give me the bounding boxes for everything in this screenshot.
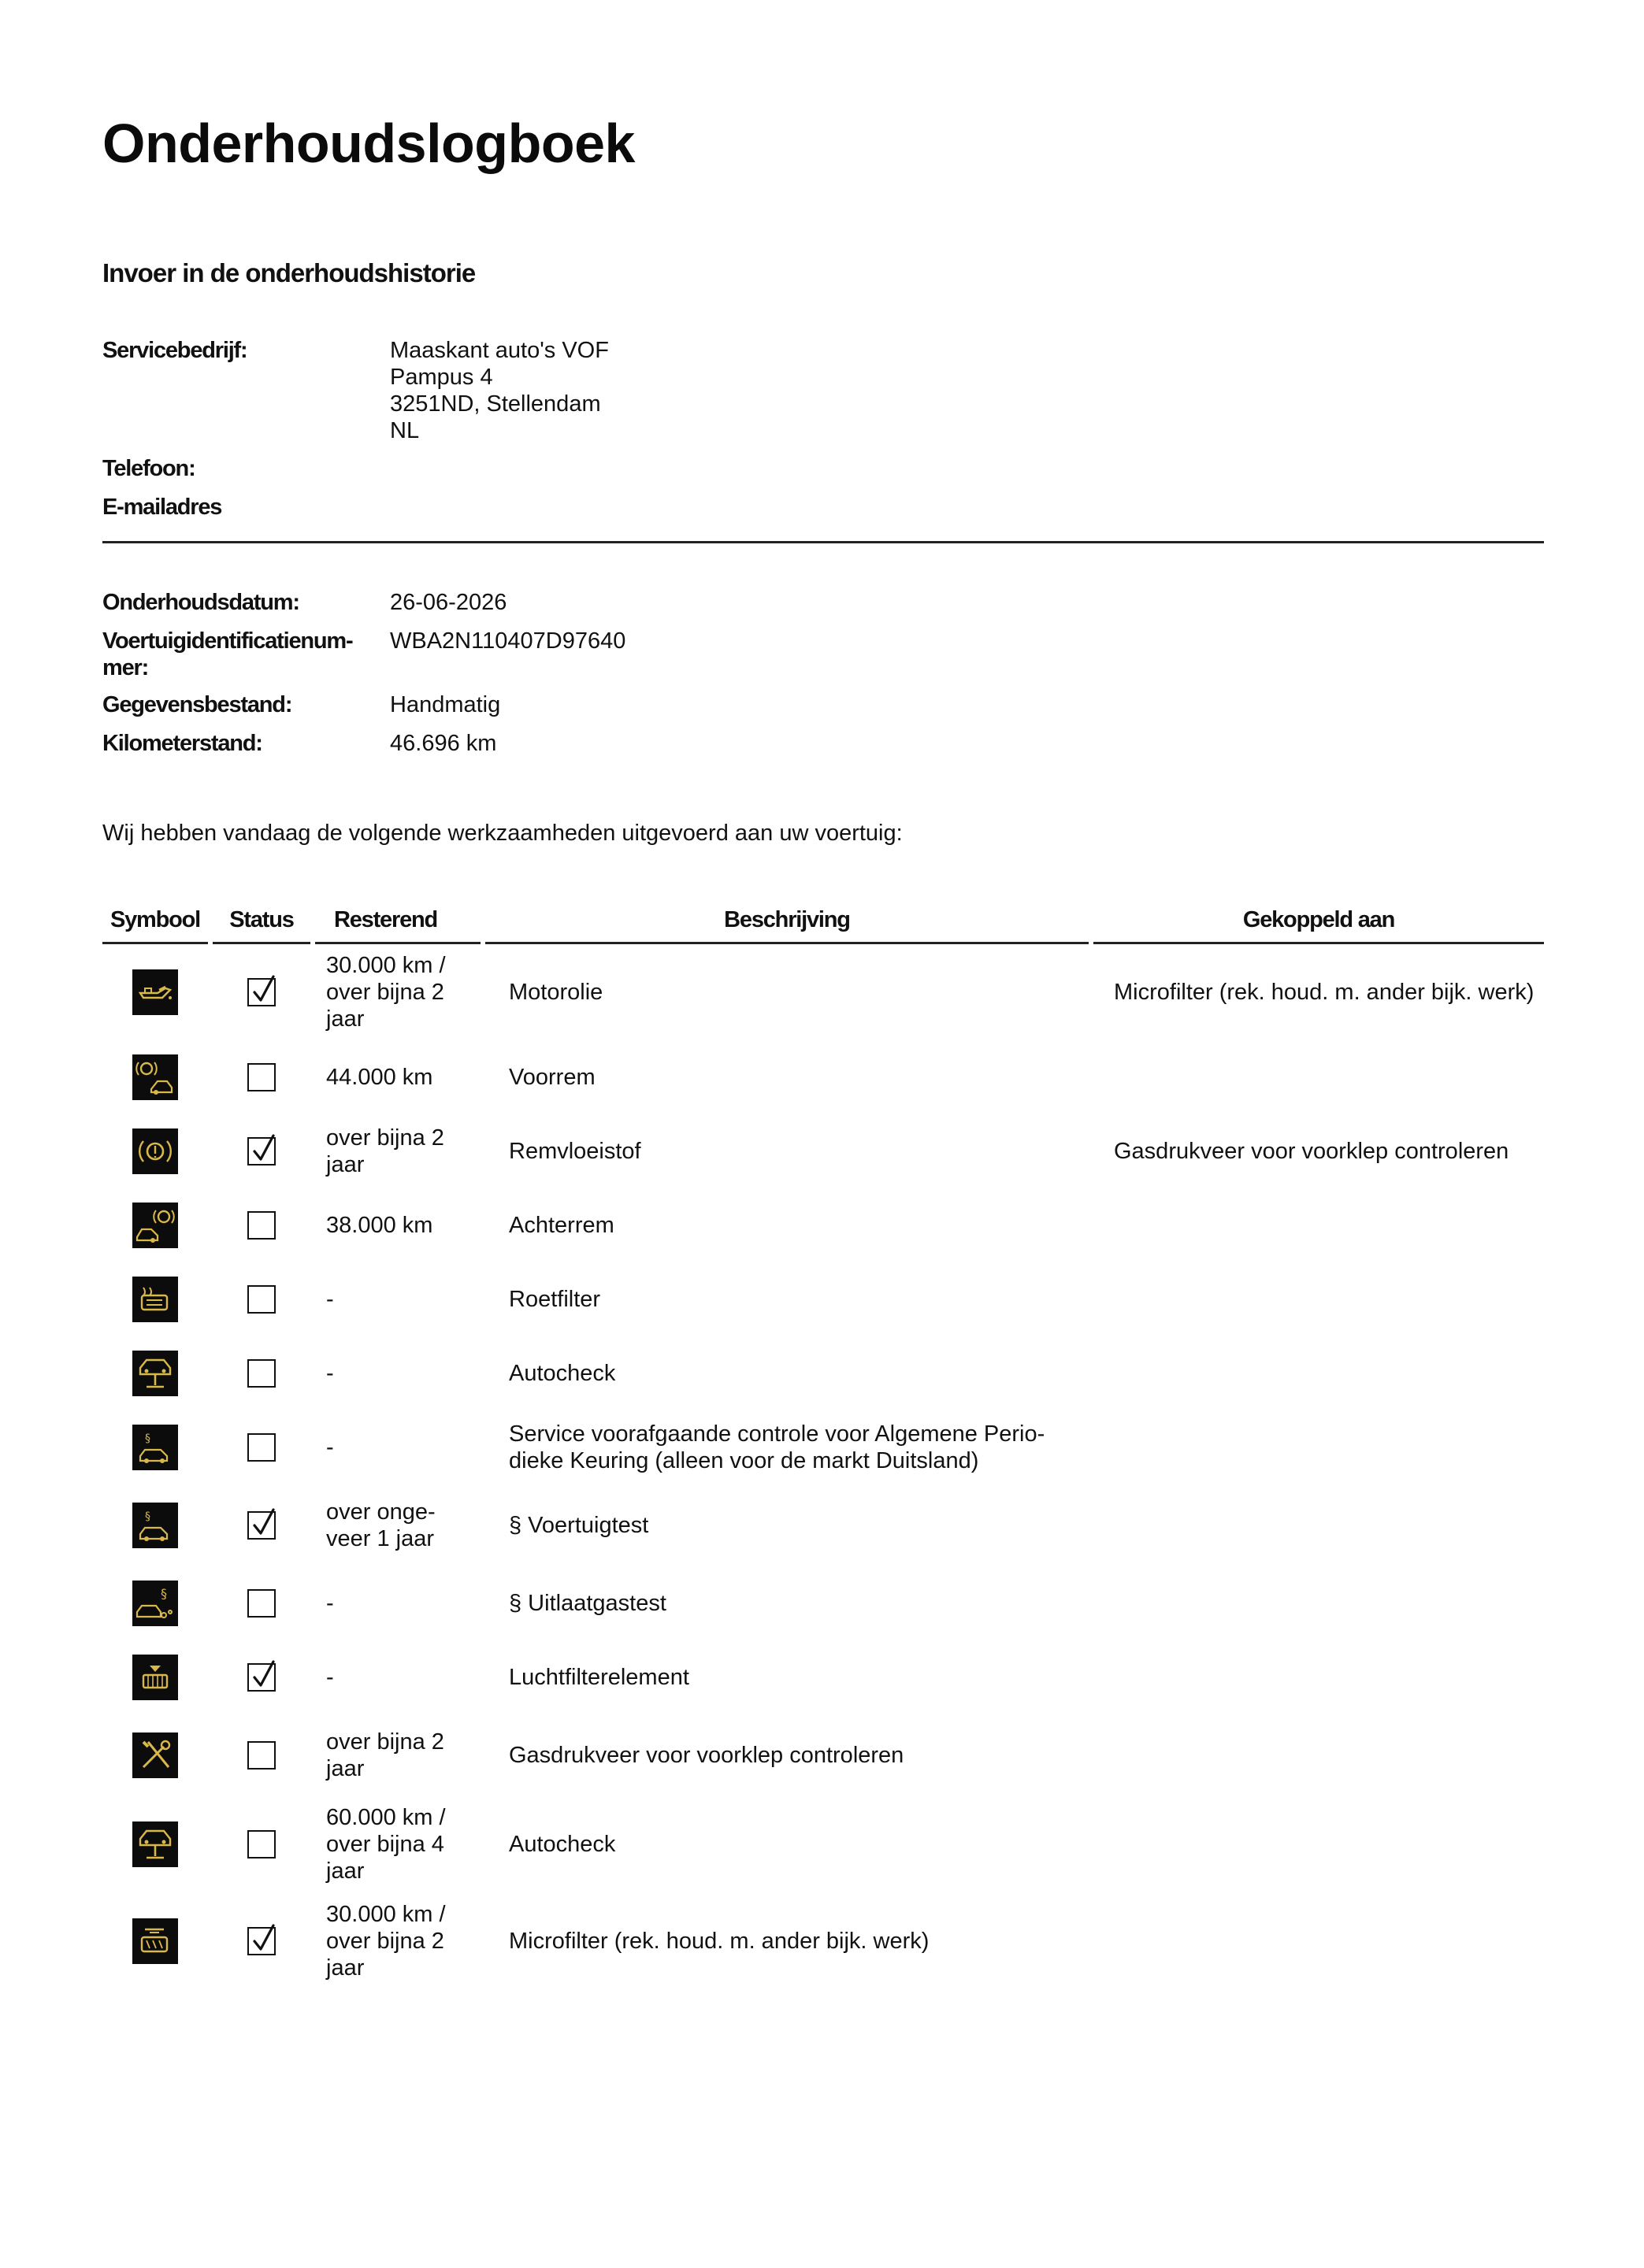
description-text: Remvloeistof: [509, 1139, 641, 1164]
linked-cell: [1093, 1336, 1544, 1410]
remaining-text: jaar: [326, 1006, 365, 1032]
status-cell: [213, 1484, 310, 1566]
inspection-car-icon: [132, 1503, 178, 1548]
oil-can-icon: [132, 969, 178, 1015]
remaining-cell: [315, 1484, 481, 1566]
description-cell: [485, 1040, 1089, 1114]
remaining-cell: [315, 1796, 481, 1892]
status-checkbox-checked[interactable]: [247, 978, 276, 1006]
description-cell: [485, 1336, 1089, 1410]
vin-label-line: Voertuigidentificatienum-: [102, 628, 353, 654]
status-checkbox-checked[interactable]: [247, 1137, 276, 1166]
table-body: [102, 944, 1544, 1990]
table-row: [102, 1188, 1544, 1262]
intro-text: Wij hebben vandaag de volgende werkzaamheden uitgevoerd aan uw voertuig:: [102, 821, 903, 846]
service-date-label: Onderhoudsdatum:: [102, 590, 299, 615]
table-row: [102, 1336, 1544, 1410]
linked-cell: [1093, 1484, 1544, 1566]
microfilter-icon: [132, 1918, 178, 1964]
description-text: Voorrem: [509, 1065, 596, 1090]
remaining-cell: [315, 1566, 481, 1640]
table-row: [102, 1640, 1544, 1714]
status-cell: [213, 1336, 310, 1410]
vehicle-check-icon: [132, 1821, 178, 1867]
remaining-text: over bijna 2: [326, 1729, 444, 1755]
soot-filter-icon: [132, 1277, 178, 1322]
status-checkbox-unchecked[interactable]: [247, 1741, 276, 1770]
symbol-cell: [102, 1640, 208, 1714]
svg-text:§: §: [145, 1510, 150, 1523]
status-checkbox-unchecked[interactable]: [247, 1063, 276, 1091]
symbol-cell: [102, 1566, 208, 1640]
emission-test-icon: [132, 1581, 178, 1626]
linked-cell: [1093, 1040, 1544, 1114]
brake-fluid-icon: [132, 1128, 178, 1174]
status-checkbox-checked[interactable]: [247, 1511, 276, 1540]
remaining-text: jaar: [326, 1152, 365, 1177]
linked-cell: [1093, 1114, 1544, 1188]
table-row: [102, 1796, 1544, 1892]
description-cell: [485, 1892, 1089, 1990]
table-row: [102, 1040, 1544, 1114]
remaining-cell: [315, 1714, 481, 1796]
service-company-label: Servicebedrijf:: [102, 338, 247, 363]
linked-cell: [1093, 1566, 1544, 1640]
remaining-cell: [315, 1336, 481, 1410]
table-row: [102, 1484, 1544, 1566]
svg-text:§: §: [161, 1586, 167, 1601]
vin-label-line: mer:: [102, 655, 149, 680]
description-cell: [485, 1714, 1089, 1796]
remaining-text: -: [326, 1435, 334, 1460]
remaining-text: over bijna 4: [326, 1832, 444, 1857]
remaining-text: -: [326, 1361, 334, 1386]
linked-text: Gasdrukveer voor voorklep controleren: [1114, 1139, 1509, 1164]
service-date-value: 26-06-2026: [390, 590, 507, 615]
remaining-cell: [315, 1640, 481, 1714]
table-row: [102, 1410, 1544, 1484]
remaining-text: over bijna 2: [326, 980, 444, 1005]
remaining-cell: [315, 1892, 481, 1990]
data-source-label: Gegevensbestand:: [102, 692, 292, 717]
address-line: NL: [390, 418, 420, 443]
symbol-cell: [102, 1892, 208, 1990]
remaining-text: veer 1 jaar: [326, 1526, 435, 1551]
remaining-text: 60.000 km /: [326, 1805, 446, 1830]
header-description: Beschrijving: [485, 898, 1089, 944]
status-cell: [213, 1892, 310, 1990]
header-status: Status: [213, 898, 310, 944]
symbol-cell: [102, 1262, 208, 1336]
symbol-cell: [102, 1114, 208, 1188]
linked-cell: [1093, 1640, 1544, 1714]
symbol-cell: [102, 1714, 208, 1796]
remaining-text: over bijna 2: [326, 1929, 444, 1954]
email-label: E-mailadres: [102, 495, 222, 520]
description-cell: [485, 944, 1089, 1040]
linked-cell: [1093, 1410, 1544, 1484]
description-text: Service voorafgaande controle voor Algemene Perio-: [509, 1421, 1045, 1447]
remaining-cell: [315, 944, 481, 1040]
mileage-label: Kilometerstand:: [102, 731, 262, 756]
description-cell: [485, 1410, 1089, 1484]
header-remaining: Resterend: [315, 898, 481, 944]
table-header-row: [102, 898, 1544, 944]
description-text: Gasdrukveer voor voorklep controleren: [509, 1743, 904, 1768]
symbol-cell: [102, 1188, 208, 1262]
service-company-address: [390, 337, 609, 444]
phone-label: Telefoon:: [102, 456, 195, 481]
description-text: Motorolie: [509, 980, 603, 1005]
linked-cell: [1093, 1188, 1544, 1262]
table-row: [102, 1566, 1544, 1640]
address-line: Maaskant auto's VOF: [390, 338, 609, 363]
header-symbol: Symbool: [102, 898, 208, 944]
remaining-text: -: [326, 1287, 334, 1312]
description-text: § Voertuigtest: [509, 1513, 649, 1538]
status-checkbox-unchecked[interactable]: [247, 1433, 276, 1462]
status-cell: [213, 1714, 310, 1796]
description-cell: [485, 1566, 1089, 1640]
status-cell: [213, 1262, 310, 1336]
remaining-text: over bijna 2: [326, 1125, 444, 1151]
linked-cell: [1093, 1262, 1544, 1336]
linked-cell: [1093, 1796, 1544, 1892]
table-row: [102, 1114, 1544, 1188]
status-checkbox-checked[interactable]: [247, 1927, 276, 1955]
linked-text: Microfilter (rek. houd. m. ander bijk. werk): [1114, 980, 1535, 1005]
linked-cell: [1093, 944, 1544, 1040]
page-title: Onderhoudslogboek: [102, 113, 635, 174]
status-cell: [213, 1040, 310, 1114]
status-cell: [213, 1188, 310, 1262]
rear-brake-icon: [132, 1203, 178, 1248]
description-text: Luchtfilterelement: [509, 1665, 689, 1690]
address-line: 3251ND, Stellendam: [390, 391, 601, 417]
vin-value: WBA2N110407D97640: [390, 628, 626, 654]
remaining-text: 38.000 km: [326, 1213, 433, 1238]
status-cell: [213, 944, 310, 1040]
description-text: Microfilter (rek. houd. m. ander bijk. werk): [509, 1929, 930, 1954]
description-text: Autocheck: [509, 1361, 616, 1386]
maintenance-table: [98, 898, 1549, 1990]
table-row: [102, 1892, 1544, 1990]
remaining-cell: [315, 1262, 481, 1336]
status-checkbox-unchecked[interactable]: [247, 1211, 276, 1240]
description-cell: [485, 1796, 1089, 1892]
inspection-car-icon: [132, 1425, 178, 1470]
status-cell: [213, 1566, 310, 1640]
vin-label: [102, 628, 352, 681]
description-cell: [485, 1114, 1089, 1188]
symbol-cell: [102, 1796, 208, 1892]
status-checkbox-checked[interactable]: [247, 1663, 276, 1692]
description-text: dieke Keuring (alleen voor de markt Duitsland): [509, 1448, 979, 1473]
symbol-cell: [102, 1040, 208, 1114]
status-checkbox-unchecked[interactable]: [247, 1830, 276, 1858]
symbol-cell: [102, 1336, 208, 1410]
description-cell: [485, 1188, 1089, 1262]
symbol-cell: [102, 1410, 208, 1484]
remaining-text: jaar: [326, 1756, 365, 1781]
section-title: Invoer in de onderhoudshistorie: [102, 258, 476, 287]
header-linked: Gekoppeld aan: [1093, 898, 1544, 944]
remaining-cell: [315, 1410, 481, 1484]
vehicle-check-icon: [132, 1351, 178, 1396]
linked-cell: [1093, 1714, 1544, 1796]
air-filter-icon: [132, 1655, 178, 1700]
description-text: Achterrem: [509, 1213, 614, 1238]
status-checkbox-unchecked[interactable]: [247, 1285, 276, 1314]
status-cell: [213, 1640, 310, 1714]
front-brake-icon: [132, 1054, 178, 1100]
description-text: Roetfilter: [509, 1287, 601, 1312]
remaining-cell: [315, 1040, 481, 1114]
remaining-text: jaar: [326, 1955, 365, 1981]
description-text: Autocheck: [509, 1832, 616, 1857]
data-source-value: Handmatig: [390, 692, 501, 717]
remaining-text: over onge-: [326, 1499, 436, 1525]
table-row: [102, 944, 1544, 1040]
remaining-text: 30.000 km /: [326, 1902, 446, 1927]
remaining-text: 44.000 km: [326, 1065, 433, 1090]
status-cell: [213, 1410, 310, 1484]
description-cell: [485, 1484, 1089, 1566]
mileage-value: 46.696 km: [390, 731, 497, 756]
linked-cell: [1093, 1892, 1544, 1990]
symbol-cell: [102, 1484, 208, 1566]
description-cell: [485, 1262, 1089, 1336]
table-row: [102, 1714, 1544, 1796]
remaining-text: jaar: [326, 1858, 365, 1884]
remaining-cell: [315, 1188, 481, 1262]
status-checkbox-unchecked[interactable]: [247, 1589, 276, 1618]
table-row: [102, 1262, 1544, 1336]
description-text: § Uitlaatgastest: [509, 1591, 666, 1616]
remaining-cell: [315, 1114, 481, 1188]
symbol-cell: [102, 944, 208, 1040]
remaining-text: -: [326, 1591, 334, 1616]
address-line: Pampus 4: [390, 365, 493, 390]
status-cell: [213, 1114, 310, 1188]
status-checkbox-unchecked[interactable]: [247, 1359, 276, 1388]
tools-icon: [132, 1732, 178, 1778]
remaining-text: 30.000 km /: [326, 953, 446, 978]
svg-text:§: §: [145, 1432, 150, 1445]
description-cell: [485, 1640, 1089, 1714]
divider: [102, 541, 1544, 543]
status-cell: [213, 1796, 310, 1892]
remaining-text: -: [326, 1665, 334, 1690]
